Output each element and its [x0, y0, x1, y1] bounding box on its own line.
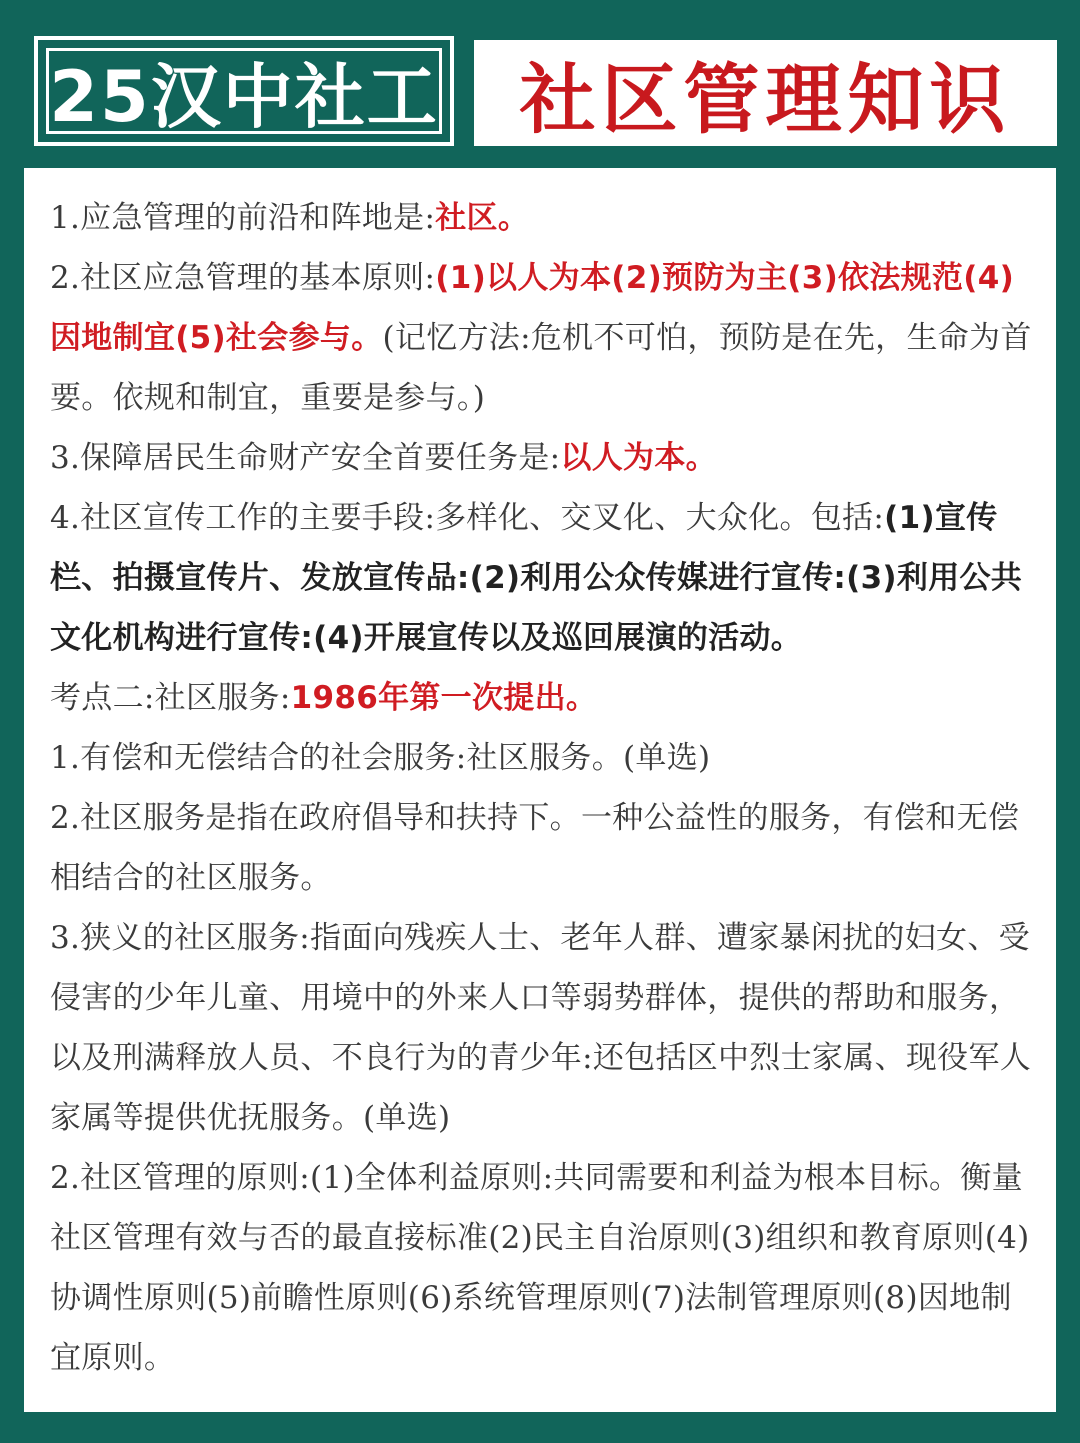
- paragraph-3-text: 3.保障居民生命财产安全首要任务是:: [50, 440, 561, 476]
- header-title-box: [474, 40, 1057, 146]
- paragraph-1-text: 1.应急管理的前沿和阵地是:: [50, 200, 436, 236]
- paragraph-4: [50, 488, 1032, 668]
- content-card: [24, 168, 1056, 1412]
- paragraph-2-highlight: (1)以人为本(2)预防为主(3)依法规范(4)因地制宜(5)社会参与。: [50, 260, 1015, 356]
- badge-text: 25汉中社工: [49, 55, 439, 138]
- page-title: 社区管理知识: [519, 54, 1012, 144]
- paragraph-1-highlight: 社区。: [435, 200, 530, 236]
- paragraph-5-text: 考点二:社区服务:: [50, 680, 291, 716]
- header-badge: [34, 36, 454, 146]
- paragraph-2: [50, 248, 1032, 428]
- paragraph-1: [50, 188, 1032, 248]
- paragraph-5: [50, 668, 1032, 728]
- paragraph-2-mnemonic: (记忆方法:危机不可怕，预防是在先，生命为首要。依规和制宜，重要是参与。): [50, 320, 1032, 416]
- paragraph-3-highlight: 以人为本。: [560, 440, 717, 476]
- paragraph-6: 1.有偿和无偿结合的社会服务:社区服务。(单选): [50, 740, 711, 776]
- paragraph-2-text: 2.社区应急管理的基本原则:: [50, 260, 436, 296]
- paragraph-7: 2.社区服务是指在政府倡导和扶持下。一种公益性的服务，有偿和无偿相结合的社区服务。: [50, 800, 1020, 896]
- paragraph-9: 2.社区管理的原则:(1)全体利益原则:共同需要和利益为根本目标。衡量社区管理有效与否的最直接标准(2)民主自治原则(3)组织和教育原则(4)协调性原则(5)前瞻性原则(6)系统管理原则(7)法制管理原则(8)因地制宜原则。: [50, 1160, 1030, 1376]
- paragraph-4-bold: (1)宣传栏、拍摄宣传片、发放宣传品:(2)利用公众传媒进行宣传:(3)利用公共文化机构进行宣传:(4)开展宣传以及巡回展演的活动。: [50, 500, 1023, 656]
- paragraph-5-highlight: 1986年第一次提出。: [290, 680, 598, 716]
- paragraph-4-text: 4.社区宣传工作的主要手段:多样化、交叉化、大众化。包括:: [50, 500, 885, 536]
- paragraph-8: 3.狭义的社区服务:指面向残疾人士、老年人群、遭家暴闲扰的妇女、受侵害的少年儿童、用境中的外来人口等弱势群体，提供的帮助和服务，以及刑满释放人员、不良行为的青少年:还包括区中烈士家属、现役军人家属等提供优抚服务。(单选): [50, 920, 1032, 1136]
- paragraph-3: [50, 428, 1032, 488]
